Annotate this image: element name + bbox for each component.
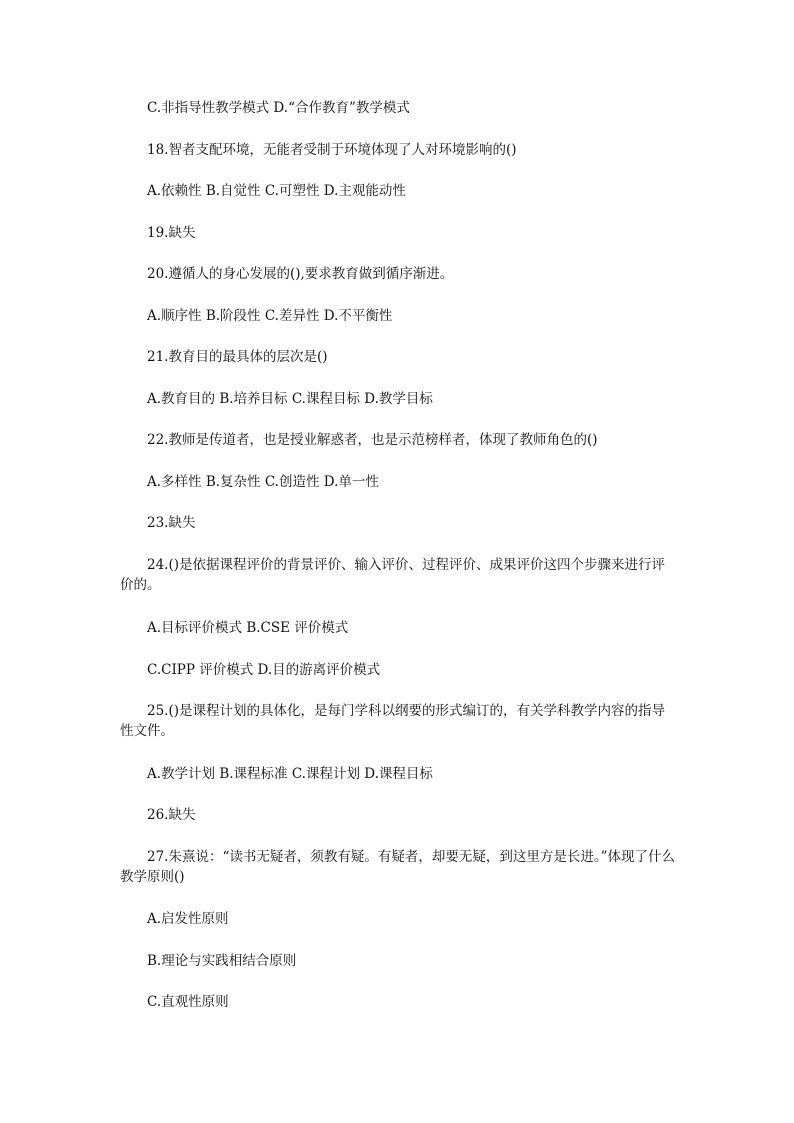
option-line-17-cd: C.非指导性教学模式 D.“合作教育”教学模式 — [147, 100, 410, 116]
options-24-ab: A.目标评价模式 B.CSE 评价模式 — [147, 620, 349, 636]
options-21: A.教育目的 B.培养目标 C.课程目标 D.教学目标 — [147, 391, 433, 407]
question-20: 20.遵循人的身心发展的(),要求教育做到循序渐进。 — [147, 266, 454, 282]
question-21: 21.教育目的最具体的层次是() — [147, 349, 328, 365]
question-19: 19.缺失 — [147, 225, 196, 241]
question-26: 26.缺失 — [147, 807, 196, 823]
options-22: A.多样性 B.复杂性 C.创造性 D.单一性 — [147, 474, 379, 490]
option-27-a: A.启发性原则 — [147, 911, 229, 927]
option-27-c: C.直观性原则 — [147, 994, 229, 1010]
question-23: 23.缺失 — [147, 515, 196, 531]
options-25: A.教学计划 B.课程标准 C.课程计划 D.课程目标 — [147, 766, 433, 782]
options-18: A.依赖性 B.自觉性 C.可塑性 D.主观能动性 — [147, 183, 406, 199]
question-18: 18.智者支配环境，无能者受制于环境体现了人对环境影响的() — [147, 142, 517, 158]
options-20: A.顺序性 B.阶段性 C.差异性 D.不平衡性 — [147, 308, 393, 324]
question-22: 22.教师是传道者，也是授业解惑者，也是示范榜样者，体现了教师角色的() — [147, 432, 598, 448]
question-27: 27.朱熹说：“读书无疑者，须教有疑。有疑者，却要无疑，到这里方是长进。”体现了什么教学原则() — [120, 849, 676, 885]
option-27-b: B.理论与实践相结合原则 — [147, 953, 297, 969]
question-25: 25.()是课程计划的具体化，是每门学科以纲要的形式编订的，有关学科教学内容的指导性文件。 — [120, 703, 666, 739]
question-24: 24.()是依据课程评价的背景评价、输入评价、过程评价、成果评价这四个步骤来进行评价的。 — [120, 557, 666, 593]
options-24-cd: C.CIPP 评价模式 D.目的游离评价模式 — [147, 662, 381, 678]
